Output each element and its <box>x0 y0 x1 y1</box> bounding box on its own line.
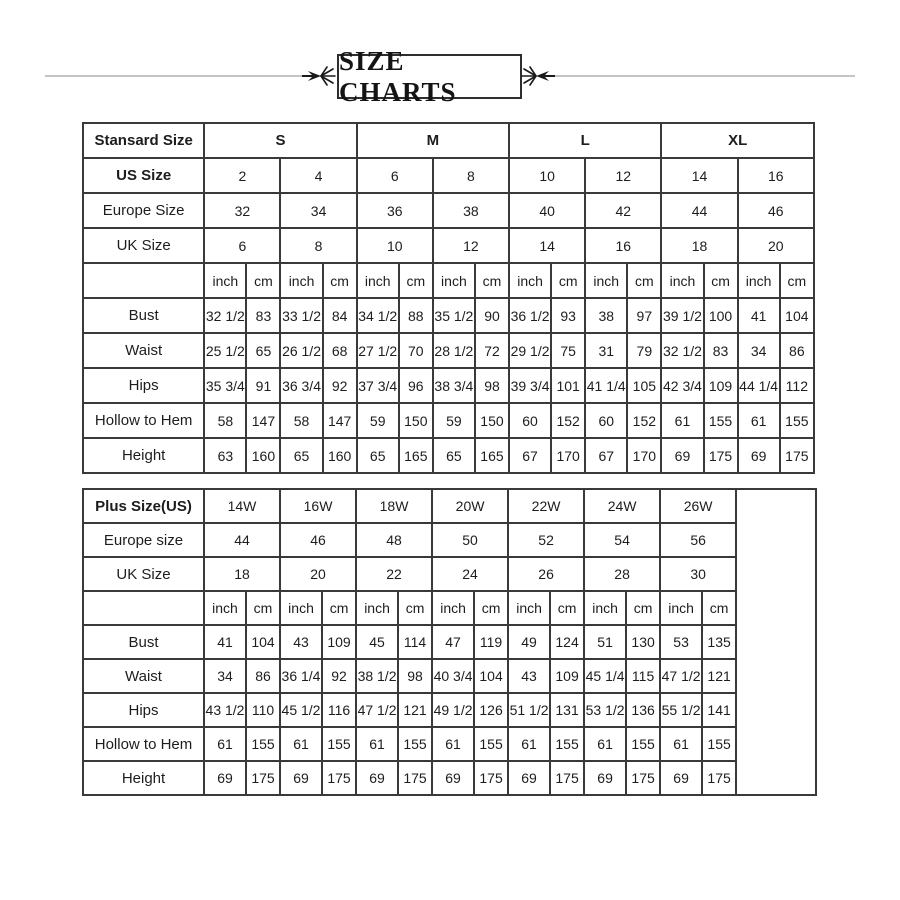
value-cell: 39 3/4 <box>509 368 551 403</box>
value-cell: 104 <box>474 659 508 693</box>
value-cell: 43 1/2 <box>204 693 246 727</box>
value-cell: 10 <box>357 228 433 263</box>
unit-cell: cm <box>323 263 357 298</box>
value-cell: 38 1/2 <box>356 659 398 693</box>
value-cell: 41 <box>204 625 246 659</box>
value-cell: 155 <box>246 727 280 761</box>
value-cell: 4 <box>280 158 356 193</box>
value-cell: 175 <box>474 761 508 795</box>
value-cell: 33 1/2 <box>280 298 322 333</box>
size-header-cell: 24W <box>584 489 660 523</box>
value-cell: 38 <box>585 298 627 333</box>
value-cell: 41 <box>738 298 780 333</box>
value-cell: 46 <box>738 193 814 228</box>
value-cell: 6 <box>204 228 280 263</box>
table-row <box>83 368 814 403</box>
unit-cell: cm <box>246 263 280 298</box>
value-cell: 152 <box>551 403 585 438</box>
unit-cell: cm <box>399 263 433 298</box>
value-cell: 170 <box>551 438 585 473</box>
value-cell: 101 <box>551 368 585 403</box>
row-label-cell: US Size <box>83 158 204 193</box>
value-cell: 36 <box>357 193 433 228</box>
value-cell: 175 <box>704 438 738 473</box>
value-cell: 109 <box>322 625 356 659</box>
value-cell: 155 <box>780 403 814 438</box>
table-row <box>83 625 816 659</box>
value-cell: 53 <box>660 625 702 659</box>
value-cell: 60 <box>509 403 551 438</box>
unit-cell: cm <box>550 591 584 625</box>
value-cell: 135 <box>702 625 736 659</box>
table-row <box>83 761 816 795</box>
value-cell: 155 <box>550 727 584 761</box>
value-cell: 55 1/2 <box>660 693 702 727</box>
value-cell: 69 <box>432 761 474 795</box>
value-cell: 49 <box>508 625 550 659</box>
value-cell: 50 <box>432 523 508 557</box>
value-cell: 124 <box>550 625 584 659</box>
unit-cell: inch <box>661 263 703 298</box>
table-row <box>83 557 816 591</box>
value-cell: 34 <box>280 193 356 228</box>
value-cell: 31 <box>585 333 627 368</box>
value-cell: 131 <box>550 693 584 727</box>
value-cell: 61 <box>508 727 550 761</box>
value-cell: 36 1/4 <box>280 659 322 693</box>
value-cell: 110 <box>246 693 280 727</box>
value-cell: 155 <box>322 727 356 761</box>
value-cell: 65 <box>357 438 399 473</box>
table-row <box>83 591 816 625</box>
table-row <box>83 228 814 263</box>
value-cell: 12 <box>433 228 509 263</box>
title-box <box>337 45 522 107</box>
value-cell: 109 <box>704 368 738 403</box>
value-cell: 12 <box>585 158 661 193</box>
value-cell: 104 <box>246 625 280 659</box>
value-cell: 165 <box>475 438 509 473</box>
unit-cell: cm <box>474 591 508 625</box>
value-cell: 61 <box>738 403 780 438</box>
row-label-cell: Hollow to Hem <box>83 727 204 761</box>
value-cell: 59 <box>357 403 399 438</box>
row-label-cell: UK Size <box>83 557 204 591</box>
value-cell: 53 1/2 <box>584 693 626 727</box>
value-cell: 67 <box>509 438 551 473</box>
unit-cell: cm <box>702 591 736 625</box>
unit-cell: cm <box>551 263 585 298</box>
unit-cell: inch <box>280 591 322 625</box>
row-label-cell: Hips <box>83 693 204 727</box>
value-cell: 38 3/4 <box>433 368 475 403</box>
size-header-cell: L <box>509 123 661 158</box>
value-cell: 45 1/2 <box>280 693 322 727</box>
value-cell: 175 <box>550 761 584 795</box>
unit-cell: inch <box>660 591 702 625</box>
value-cell: 42 3/4 <box>661 368 703 403</box>
row-label-cell: Bust <box>83 625 204 659</box>
value-cell: 16 <box>585 228 661 263</box>
value-cell: 150 <box>399 403 433 438</box>
value-cell: 160 <box>246 438 280 473</box>
value-cell: 65 <box>280 438 322 473</box>
divider-line <box>45 75 303 77</box>
value-cell: 92 <box>323 368 357 403</box>
unit-cell: cm <box>398 591 432 625</box>
value-cell: 35 1/2 <box>433 298 475 333</box>
value-cell: 61 <box>280 727 322 761</box>
value-cell: 37 3/4 <box>357 368 399 403</box>
unit-cell: inch <box>204 263 246 298</box>
value-cell: 160 <box>323 438 357 473</box>
unit-cell: inch <box>584 591 626 625</box>
value-cell: 83 <box>246 298 280 333</box>
value-cell: 41 1/4 <box>585 368 627 403</box>
value-cell: 44 <box>204 523 280 557</box>
value-cell: 51 <box>584 625 626 659</box>
value-cell: 116 <box>322 693 356 727</box>
table-row <box>83 263 814 298</box>
value-cell: 47 1/2 <box>356 693 398 727</box>
value-cell: 175 <box>246 761 280 795</box>
unit-cell: inch <box>204 591 246 625</box>
value-cell: 34 1/2 <box>357 298 399 333</box>
size-header-cell: 20W <box>432 489 508 523</box>
size-header-cell: 16W <box>280 489 356 523</box>
value-cell: 114 <box>398 625 432 659</box>
size-header-cell: M <box>357 123 509 158</box>
value-cell: 20 <box>280 557 356 591</box>
value-cell: 69 <box>584 761 626 795</box>
value-cell: 20 <box>738 228 814 263</box>
value-cell: 47 <box>432 625 474 659</box>
unit-cell: inch <box>357 263 399 298</box>
value-cell: 69 <box>204 761 246 795</box>
value-cell: 61 <box>584 727 626 761</box>
value-cell: 90 <box>475 298 509 333</box>
value-cell: 61 <box>660 727 702 761</box>
value-cell: 170 <box>627 438 661 473</box>
size-header-cell: XL <box>661 123 814 158</box>
row-label-cell: Plus Size(US) <box>83 489 204 523</box>
value-cell: 79 <box>627 333 661 368</box>
arrow-fleuron-icon <box>521 66 555 86</box>
value-cell: 34 <box>204 659 246 693</box>
value-cell: 45 <box>356 625 398 659</box>
value-cell: 92 <box>322 659 356 693</box>
value-cell: 109 <box>550 659 584 693</box>
value-cell: 26 1/2 <box>280 333 322 368</box>
value-cell: 45 1/4 <box>584 659 626 693</box>
unit-cell: inch <box>432 591 474 625</box>
table-row <box>83 193 814 228</box>
value-cell: 93 <box>551 298 585 333</box>
value-cell: 69 <box>280 761 322 795</box>
value-cell: 121 <box>702 659 736 693</box>
unit-cell: cm <box>322 591 356 625</box>
value-cell: 8 <box>433 158 509 193</box>
value-cell: 98 <box>398 659 432 693</box>
value-cell: 32 1/2 <box>204 298 246 333</box>
table-row <box>83 659 816 693</box>
value-cell: 96 <box>399 368 433 403</box>
size-header-cell: 14W <box>204 489 280 523</box>
value-cell: 32 1/2 <box>661 333 703 368</box>
value-cell: 30 <box>660 557 736 591</box>
unit-cell: cm <box>627 263 661 298</box>
value-cell: 72 <box>475 333 509 368</box>
row-label-cell: Stansard Size <box>83 123 204 158</box>
row-label-cell <box>83 263 204 298</box>
value-cell: 155 <box>704 403 738 438</box>
value-cell: 61 <box>204 727 246 761</box>
value-cell: 14 <box>509 228 585 263</box>
value-cell: 115 <box>626 659 660 693</box>
unit-cell: cm <box>626 591 660 625</box>
row-label-cell: Europe size <box>83 523 204 557</box>
unit-cell: inch <box>280 263 322 298</box>
table-row <box>83 489 816 523</box>
value-cell: 24 <box>432 557 508 591</box>
unit-cell: inch <box>585 263 627 298</box>
page-title: SIZE CHARTS <box>339 45 457 107</box>
row-label-cell: Waist <box>83 659 204 693</box>
value-cell: 175 <box>398 761 432 795</box>
value-cell: 47 1/2 <box>660 659 702 693</box>
value-cell: 61 <box>661 403 703 438</box>
unit-cell: inch <box>738 263 780 298</box>
value-cell: 8 <box>280 228 356 263</box>
row-label-cell: Height <box>83 761 204 795</box>
unit-cell: cm <box>475 263 509 298</box>
plus-size-table <box>82 488 817 796</box>
value-cell: 97 <box>627 298 661 333</box>
value-cell: 91 <box>246 368 280 403</box>
value-cell: 69 <box>508 761 550 795</box>
value-cell: 61 <box>432 727 474 761</box>
value-cell: 104 <box>780 298 814 333</box>
size-header-cell: 26W <box>660 489 736 523</box>
value-cell: 42 <box>585 193 661 228</box>
value-cell: 165 <box>399 438 433 473</box>
unit-cell: cm <box>780 263 814 298</box>
unit-cell: inch <box>433 263 475 298</box>
table-row <box>83 438 814 473</box>
value-cell: 18 <box>204 557 280 591</box>
value-cell: 26 <box>508 557 584 591</box>
value-cell: 86 <box>246 659 280 693</box>
value-cell: 18 <box>661 228 737 263</box>
value-cell: 65 <box>433 438 475 473</box>
value-cell: 58 <box>280 403 322 438</box>
value-cell: 75 <box>551 333 585 368</box>
value-cell: 121 <box>398 693 432 727</box>
value-cell: 63 <box>204 438 246 473</box>
value-cell: 86 <box>780 333 814 368</box>
value-cell: 38 <box>433 193 509 228</box>
value-cell: 36 1/2 <box>509 298 551 333</box>
value-cell: 100 <box>704 298 738 333</box>
value-cell: 130 <box>626 625 660 659</box>
value-cell: 83 <box>704 333 738 368</box>
row-label-cell: Waist <box>83 333 204 368</box>
table-row <box>83 693 816 727</box>
value-cell: 2 <box>204 158 280 193</box>
value-cell: 43 <box>280 625 322 659</box>
value-cell: 44 1/4 <box>738 368 780 403</box>
value-cell: 35 3/4 <box>204 368 246 403</box>
value-cell: 155 <box>702 727 736 761</box>
value-cell: 10 <box>509 158 585 193</box>
value-cell: 68 <box>323 333 357 368</box>
row-label-cell: UK Size <box>83 228 204 263</box>
value-cell: 27 1/2 <box>357 333 399 368</box>
value-cell: 105 <box>627 368 661 403</box>
table-row <box>83 523 816 557</box>
value-cell: 25 1/2 <box>204 333 246 368</box>
table-row <box>83 158 814 193</box>
row-label-cell: Bust <box>83 298 204 333</box>
value-cell: 14 <box>661 158 737 193</box>
value-cell: 65 <box>246 333 280 368</box>
value-cell: 43 <box>508 659 550 693</box>
value-cell: 98 <box>475 368 509 403</box>
value-cell: 22 <box>356 557 432 591</box>
value-cell: 48 <box>356 523 432 557</box>
value-cell: 136 <box>626 693 660 727</box>
value-cell: 147 <box>323 403 357 438</box>
row-label-cell: Height <box>83 438 204 473</box>
value-cell: 58 <box>204 403 246 438</box>
value-cell: 155 <box>626 727 660 761</box>
unit-cell: inch <box>509 263 551 298</box>
divider-line <box>555 75 855 77</box>
value-cell: 175 <box>702 761 736 795</box>
table-row <box>83 123 814 158</box>
value-cell: 29 1/2 <box>509 333 551 368</box>
value-cell: 6 <box>357 158 433 193</box>
table-row <box>83 727 816 761</box>
size-header-cell: S <box>204 123 356 158</box>
value-cell: 175 <box>322 761 356 795</box>
value-cell: 67 <box>585 438 627 473</box>
value-cell: 39 1/2 <box>661 298 703 333</box>
standard-size-table <box>82 122 815 474</box>
value-cell: 141 <box>702 693 736 727</box>
size-header-cell: 18W <box>356 489 432 523</box>
table-row <box>83 298 814 333</box>
value-cell: 126 <box>474 693 508 727</box>
value-cell: 59 <box>433 403 475 438</box>
value-cell: 52 <box>508 523 584 557</box>
value-cell: 155 <box>474 727 508 761</box>
value-cell: 70 <box>399 333 433 368</box>
value-cell: 175 <box>626 761 660 795</box>
value-cell: 175 <box>780 438 814 473</box>
value-cell: 44 <box>661 193 737 228</box>
value-cell: 119 <box>474 625 508 659</box>
value-cell: 49 1/2 <box>432 693 474 727</box>
value-cell: 36 3/4 <box>280 368 322 403</box>
table-row <box>83 333 814 368</box>
unit-cell: cm <box>246 591 280 625</box>
value-cell: 28 1/2 <box>433 333 475 368</box>
value-cell: 84 <box>323 298 357 333</box>
value-cell: 61 <box>356 727 398 761</box>
row-label-cell: Hips <box>83 368 204 403</box>
value-cell: 28 <box>584 557 660 591</box>
row-label-cell: Europe Size <box>83 193 204 228</box>
value-cell: 34 <box>738 333 780 368</box>
value-cell: 155 <box>398 727 432 761</box>
value-cell: 88 <box>399 298 433 333</box>
value-cell: 60 <box>585 403 627 438</box>
value-cell: 16 <box>738 158 814 193</box>
value-cell: 54 <box>584 523 660 557</box>
value-cell: 56 <box>660 523 736 557</box>
value-cell: 150 <box>475 403 509 438</box>
value-cell: 40 <box>509 193 585 228</box>
value-cell: 69 <box>738 438 780 473</box>
unit-cell: inch <box>508 591 550 625</box>
value-cell: 147 <box>246 403 280 438</box>
arrow-fleuron-icon <box>302 66 336 86</box>
value-cell: 69 <box>356 761 398 795</box>
value-cell: 40 3/4 <box>432 659 474 693</box>
value-cell: 152 <box>627 403 661 438</box>
value-cell: 32 <box>204 193 280 228</box>
empty-cell <box>736 489 816 795</box>
unit-cell: inch <box>356 591 398 625</box>
size-header-cell: 22W <box>508 489 584 523</box>
value-cell: 51 1/2 <box>508 693 550 727</box>
value-cell: 112 <box>780 368 814 403</box>
row-label-cell: Hollow to Hem <box>83 403 204 438</box>
value-cell: 46 <box>280 523 356 557</box>
value-cell: 69 <box>660 761 702 795</box>
unit-cell: cm <box>704 263 738 298</box>
value-cell: 69 <box>661 438 703 473</box>
row-label-cell <box>83 591 204 625</box>
table-row <box>83 403 814 438</box>
